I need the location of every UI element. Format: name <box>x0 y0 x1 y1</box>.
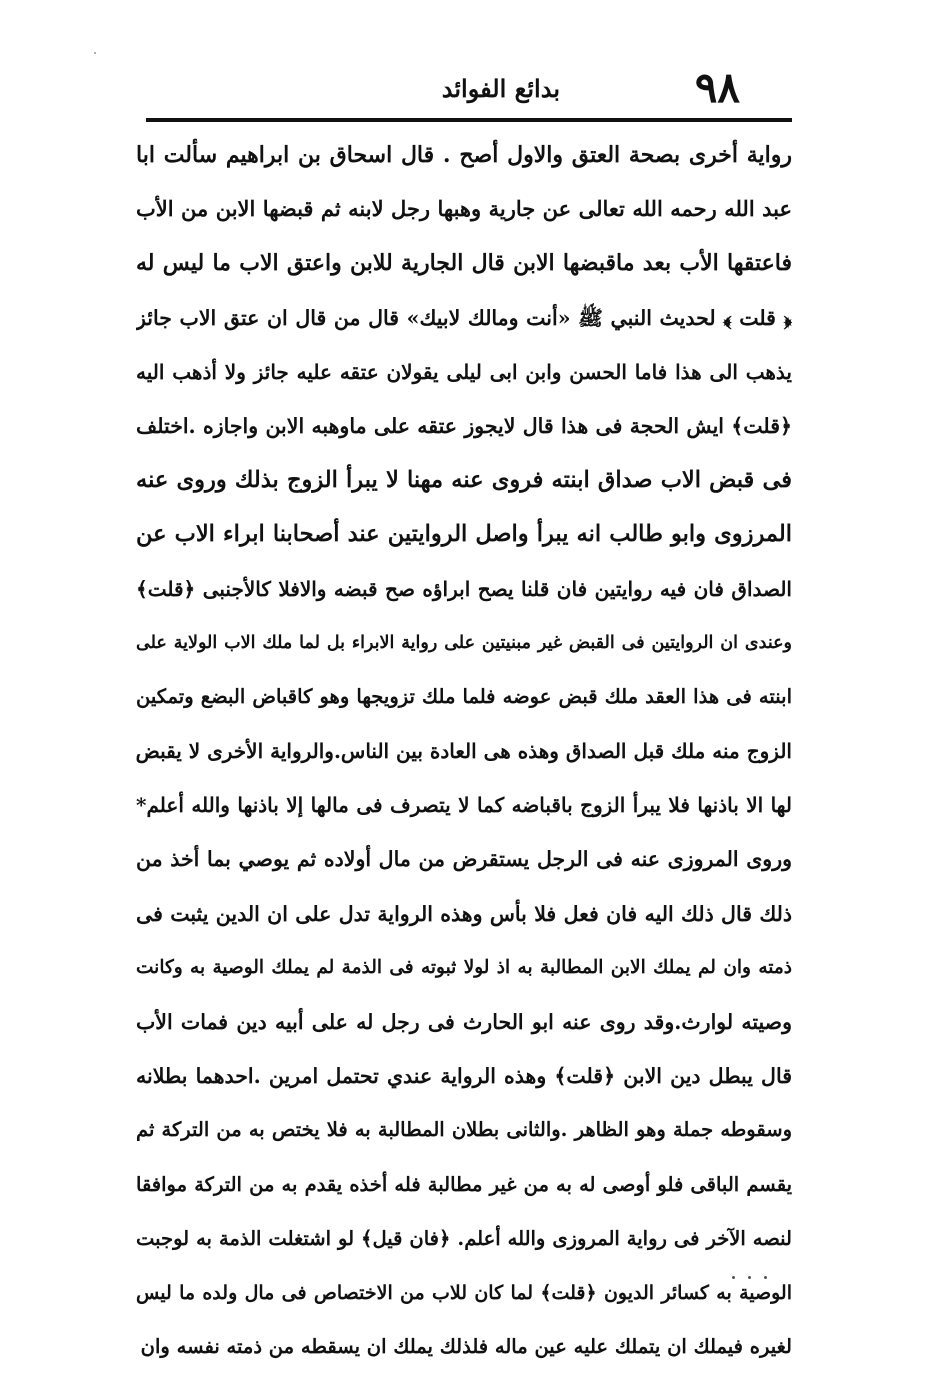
page-number: ٩٨ <box>694 63 740 112</box>
text-line: وصيته لوارث.وقد روى عنه ابو الحارث فى رجل له على أبيه دين فمات الأب <box>136 1010 792 1034</box>
text-line: ﴿ قلت ﴾ لحديث النبي ﷺ «أنت ومالك لابيك» قال من قال ان عتق الاب جائز <box>136 305 792 330</box>
text-line: وروى المروزى عنه فى الرجل يستقرض من مال أولاده ثم يوصي بما أخذ من <box>136 847 792 872</box>
text-line: وعندى ان الروايتين فى القبض غير مبنيتين على رواية الابراء بل لما ملك الاب الولاية على <box>136 632 792 653</box>
scan-speck <box>94 52 96 54</box>
scan-speck <box>732 1276 735 1279</box>
text-line: يقسم الباقى فلو أوصى له به من غير مطالبة فله أخذه يقدم به من التركة موافقا <box>136 1172 792 1196</box>
text-line: رواية أخرى بصحة العتق والاول أصح . قال اسحاق بن ابراهيم سألت ابا <box>136 142 792 168</box>
text-line: لنصه الآخر فى رواية المروزى والله أعلم. ﴿فان قيل﴾ لو اشتغلت الذمة به لوجبت <box>136 1226 792 1250</box>
text-line: ابنته فى هذا العقد ملك قبض عوضه فلما ملك تزويجها وهو كاقباض البضع وتمكين <box>136 684 792 708</box>
text-line: الوصية به كسائر الديون ﴿قلت﴾ لما كان للاب من الاختصاص فى مال ولده ما ليس <box>136 1281 792 1304</box>
text-line: الزوج منه ملك قبل الصداق وهذه هى العادة بين الناس.والرواية الأخرى لا يقبض <box>136 739 792 764</box>
text-line: ذمته وان لم يملك الابن المطالبة به اذ لولا ثبوته فى الذمة لم يملك الوصية به وكانت <box>136 956 792 978</box>
scan-speck <box>748 1276 751 1279</box>
scan-specks <box>728 1276 788 1282</box>
text-line: الصداق فان فيه روايتين فان قلنا يصح ابراؤه صح قبضه والافلا كالأجنبى ﴿قلت﴾ <box>136 576 792 601</box>
running-title: بدائع الفوائد <box>441 74 560 103</box>
header-rule <box>146 118 792 122</box>
text-line: قال يبطل دين الابن ﴿قلت﴾ وهذه الرواية عندي تحتمل امرين .احدهما بطلانه <box>136 1064 792 1089</box>
text-line: ﴿قلت﴾ ايش الحجة فى هذا قال لايجوز عتقه على ماوهبه الابن واجازه .اختلف <box>136 413 792 438</box>
text-line: لها الا باذنها فلا يبرأ الزوج باقباضه كما لا يتصرف فى مالها إلا باذنها والله أعلم* <box>136 793 792 818</box>
text-line: ذلك قال ذلك اليه فان فعل فلا بأس وهذه الرواية تدل على ان الدين يثبت فى <box>136 901 792 926</box>
text-line: لغيره فيملك ان يتملك عليه عين ماله فلذلك يملك ان يسقطه من ذمته نفسه وان <box>140 1335 792 1359</box>
text-line: المرزوى وابو طالب انه يبرأ واصل الروايتين عند أصحابنا ابراء الاب عن <box>136 521 792 548</box>
text-line: يذهب الى هذا فاما الحسن وابن ابى ليلى يقولان عتقه عليه جائز ولا أذهب اليه <box>136 359 792 384</box>
scan-speck <box>764 1276 767 1279</box>
text-line: وسقوطه جملة وهو الظاهر .والثانى بطلان المطالبة به فلا يختص به من التركة ثم <box>136 1118 792 1142</box>
page-header <box>146 60 792 116</box>
body-text <box>136 128 792 1374</box>
text-line: فى قبض الاب صداق ابنته فروى عنه مهنا لا يبرأ الزوج بذلك وروى عنه <box>136 467 792 494</box>
text-line: فاعتقها الأب بعد ماقبضها الابن قال الجارية للابن واعتق الاب ما ليس له <box>136 250 792 277</box>
text-line: عبد الله رحمه الله تعالى عن جارية وهبها رجل لابنه ثم قبضها الابن من الأب <box>136 196 792 222</box>
